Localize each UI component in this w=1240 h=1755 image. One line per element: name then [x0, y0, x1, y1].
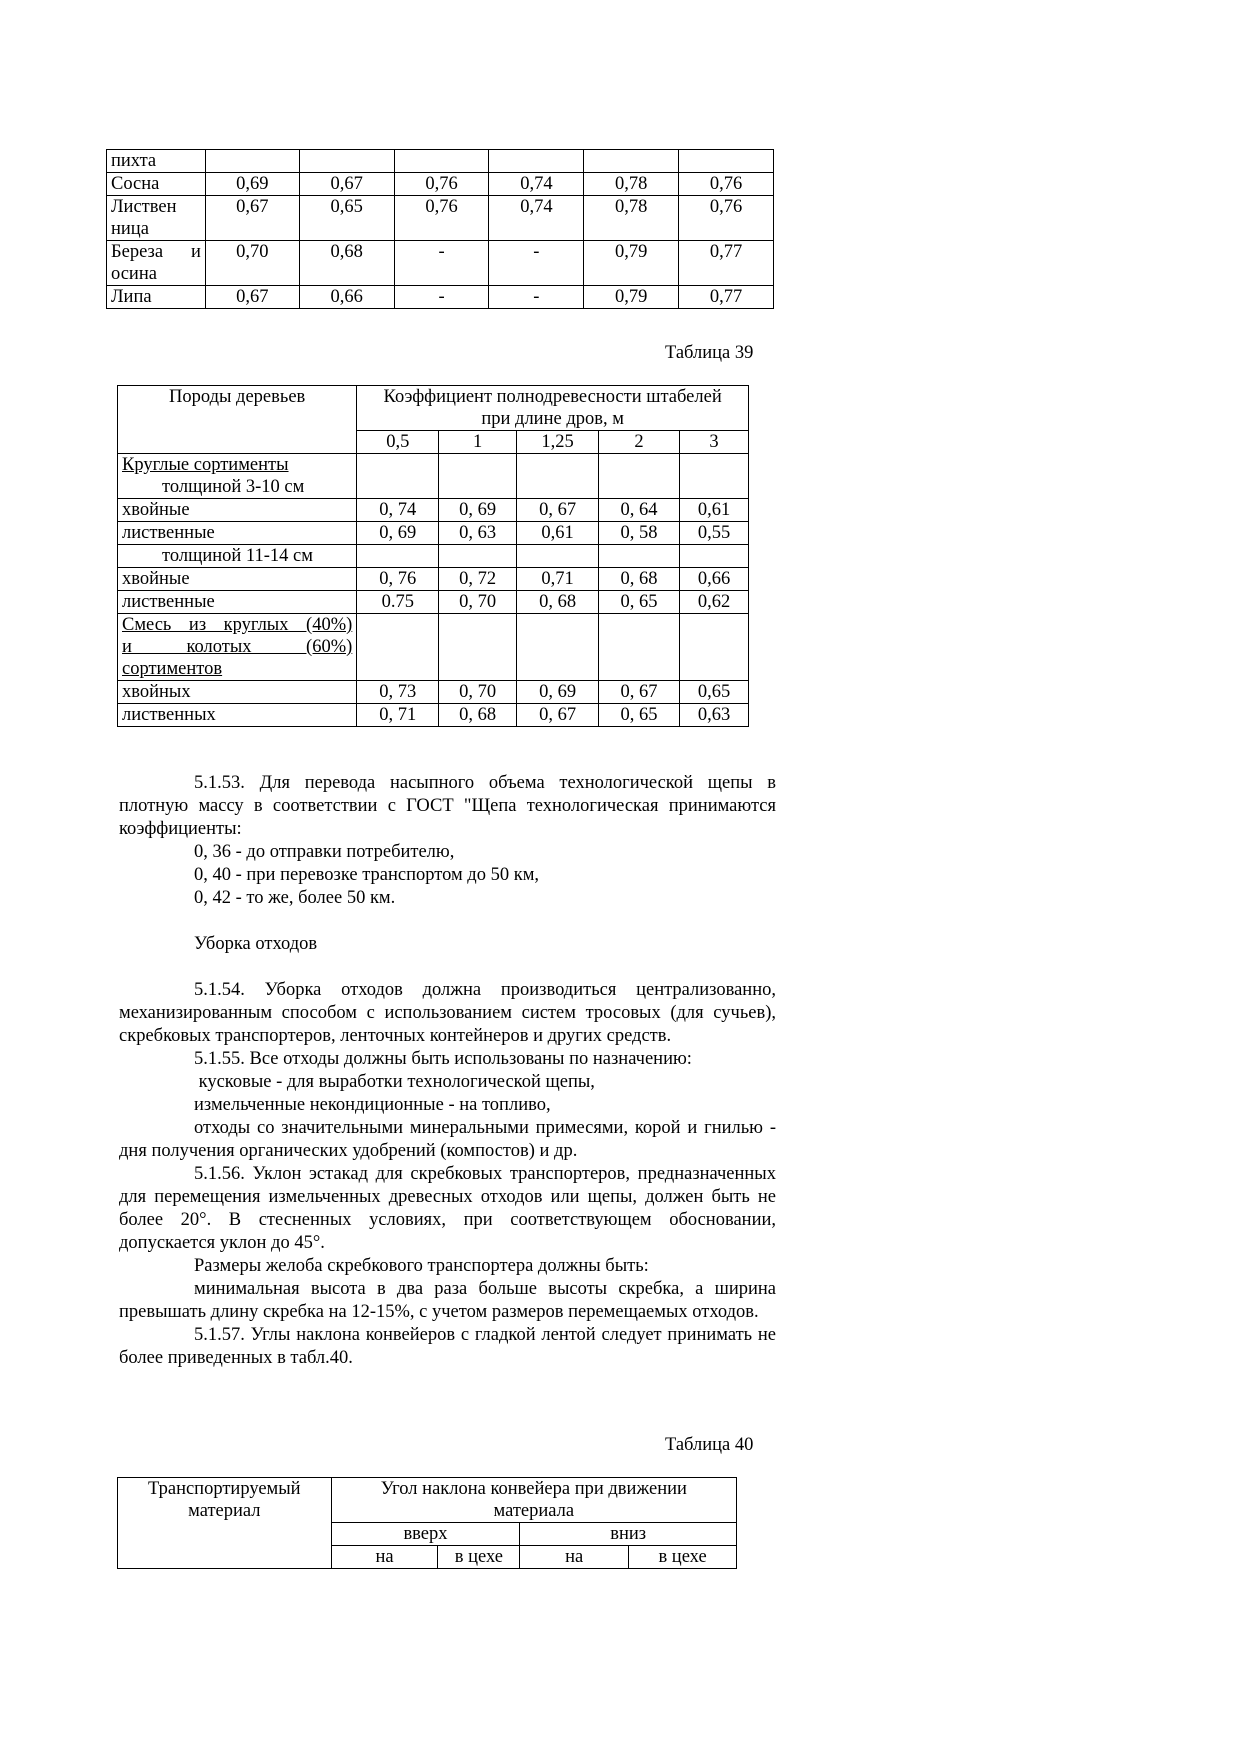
- coefficient-cell: 0, 73: [357, 681, 439, 704]
- value-cell: -: [489, 241, 584, 286]
- coefficient-cell: 0,65: [680, 681, 749, 704]
- value-cell: 0,69: [205, 173, 299, 196]
- species-name-cell: [107, 241, 206, 286]
- coefficient-cell: 0, 65: [599, 591, 680, 614]
- header-length: 1: [439, 431, 517, 454]
- species-line: лиственные: [122, 523, 215, 543]
- header-coefficient-line1: Коэффициент полнодревесности штабелей: [383, 387, 722, 407]
- species-name-line: осина: [111, 264, 157, 284]
- coefficient-cell: 0,66: [680, 568, 749, 591]
- value-cell: 0,67: [205, 196, 299, 241]
- species-line: сортиментов: [122, 659, 223, 679]
- table-row: [118, 681, 749, 704]
- coefficient-cell: [680, 454, 749, 499]
- coefficient-cell: [357, 454, 439, 499]
- coefficient-cell: 0, 70: [439, 681, 517, 704]
- table-row: [107, 241, 774, 286]
- value-cell: 0,77: [679, 241, 774, 286]
- value-cell: 0,76: [679, 173, 774, 196]
- table-row: [107, 150, 774, 173]
- header-material-line1: Транспортируемый: [148, 1479, 301, 1499]
- coefficient-cell: [439, 454, 517, 499]
- species-cell: [118, 522, 357, 545]
- species-line: Смесь из круглых (40%): [122, 615, 353, 635]
- coefficient-cell: [680, 614, 749, 681]
- value-cell: [299, 150, 394, 173]
- paragraph-5-1-56: 5.1.56. Уклон эстакад для скребковых транспортеров, предназначенных для перемещения измельченных древесных отходов или щепы, должен быть не более 20°. В стесненных условиях, при соответствующем обосновании, допускается уклон до 45°.: [119, 1164, 776, 1253]
- value-cell: 0,68: [299, 241, 394, 286]
- value-cell: [584, 150, 679, 173]
- header-material: [118, 1478, 332, 1569]
- value-cell: 0,78: [584, 173, 679, 196]
- coefficient-cell: 0, 71: [357, 704, 439, 727]
- coefficient-item: 0, 36 - до отправки потребителю,: [194, 842, 455, 862]
- species-cell: [118, 614, 357, 681]
- coefficient-cell: 0, 68: [517, 591, 599, 614]
- coefficient-cell: 0,55: [680, 522, 749, 545]
- paragraph-min-height: минимальная высота в два раза больше высоты скребка, а ширина превышать длину скребка на 12-15%, с учетом размеров перемещаемых отходов.: [119, 1279, 776, 1322]
- header-material-line2: материал: [188, 1501, 261, 1521]
- species-line: лиственные: [122, 592, 215, 612]
- table-39: [117, 385, 749, 727]
- header-length: 1,25: [517, 431, 599, 454]
- header-species: Породы деревьев: [118, 386, 357, 454]
- coefficient-cell: [357, 545, 439, 568]
- paragraph-5-1-55: 5.1.55. Все отходы должны быть использованы по назначению:: [194, 1049, 692, 1069]
- species-cell: [118, 568, 357, 591]
- value-cell: 0,67: [205, 286, 299, 309]
- waste-use-item: измельченные некондиционные - на топливо,: [194, 1095, 551, 1115]
- table-row: [118, 591, 749, 614]
- species-line: толщиной 3-10 см: [162, 477, 305, 497]
- coefficient-cell: 0, 72: [439, 568, 517, 591]
- value-cell: 0,74: [489, 196, 584, 241]
- waste-use-item: отходы со значительными минеральными примесями, корой и гнилью - дня получения органических удобрений (компостов) и др.: [119, 1118, 776, 1161]
- value-cell: [205, 150, 299, 173]
- header-coefficient-line2: при длине дров, м: [481, 409, 624, 429]
- value-cell: 0,76: [679, 196, 774, 241]
- header-sub: в цехе: [629, 1546, 737, 1569]
- species-line: толщиной 11-14 см: [162, 546, 313, 566]
- header-angle-line2: материала: [493, 1501, 575, 1521]
- header-down: вниз: [520, 1523, 737, 1546]
- coefficient-cell: 0, 68: [599, 568, 680, 591]
- waste-use-item: кусковые - для выработки технологической щепы,: [194, 1072, 595, 1092]
- coefficient-cell: [517, 614, 599, 681]
- species-line: лиственных: [122, 705, 216, 725]
- value-cell: 0,74: [489, 173, 584, 196]
- species-cell: [118, 704, 357, 727]
- coefficient-cell: [357, 614, 439, 681]
- value-cell: -: [394, 286, 489, 309]
- species-name-line: Листвен: [111, 197, 177, 217]
- coefficient-cell: 0, 76: [357, 568, 439, 591]
- coefficient-cell: 0,61: [517, 522, 599, 545]
- table-header-row: [118, 1478, 737, 1523]
- coefficient-cell: [439, 614, 517, 681]
- table-row: [107, 286, 774, 309]
- coefficient-cell: 0,62: [680, 591, 749, 614]
- paragraph-5-1-53: 5.1.53. Для перевода насыпного объема технологической щепы в плотную массу в соответствии с ГОСТ "Щепа технологическая принимаются коэффициенты:: [119, 773, 776, 839]
- value-cell: 0,79: [584, 241, 679, 286]
- header-length: 2: [599, 431, 680, 454]
- value-cell: 0,67: [299, 173, 394, 196]
- table-row: [118, 704, 749, 727]
- value-cell: -: [489, 286, 584, 309]
- species-name-line: Сосна: [111, 174, 160, 194]
- coefficient-cell: [680, 545, 749, 568]
- value-cell: 0,66: [299, 286, 394, 309]
- value-cell: 0,77: [679, 286, 774, 309]
- header-sub: в цехе: [438, 1546, 520, 1569]
- header-length: 3: [680, 431, 749, 454]
- paragraph-5-1-57: 5.1.57. Углы наклона конвейеров с гладкой лентой следует принимать не более приведенных в табл.40.: [119, 1325, 776, 1368]
- species-name-cell: [107, 286, 206, 309]
- coefficient-item: 0, 40 - при перевозке транспортом до 50 км,: [194, 865, 540, 885]
- header-sub: на: [331, 1546, 438, 1569]
- species-name-line: пихта: [111, 151, 157, 171]
- table-row: [107, 196, 774, 241]
- coefficient-cell: 0,63: [680, 704, 749, 727]
- species-line: хвойные: [122, 500, 190, 520]
- species-cell: [118, 545, 357, 568]
- paragraph-5-1-54: 5.1.54. Уборка отходов должна производиться централизованно, механизированным способом с использованием систем тросовых (для сучьев), скребковых транспортеров, ленточных контейнеров и других средств.: [119, 980, 776, 1046]
- coefficient-cell: 0, 70: [439, 591, 517, 614]
- header-angle-line1: Угол наклона конвейера при движении: [380, 1479, 687, 1499]
- coefficient-cell: 0.75: [357, 591, 439, 614]
- coefficient-cell: 0, 74: [357, 499, 439, 522]
- value-cell: [394, 150, 489, 173]
- coefficient-cell: [439, 545, 517, 568]
- table-row: [118, 454, 749, 499]
- table-38-continuation: [106, 149, 774, 309]
- coefficient-cell: 0, 67: [517, 499, 599, 522]
- table-40: [117, 1477, 737, 1569]
- coefficient-cell: [517, 454, 599, 499]
- coefficient-cell: 0, 67: [599, 681, 680, 704]
- species-cell: [118, 681, 357, 704]
- value-cell: [679, 150, 774, 173]
- value-cell: 0,78: [584, 196, 679, 241]
- value-cell: [489, 150, 584, 173]
- table-row: [118, 522, 749, 545]
- species-line: и колотых (60%): [122, 637, 353, 657]
- coefficient-cell: [517, 545, 599, 568]
- species-name-line: Липа: [111, 287, 152, 307]
- coefficient-item: 0, 42 - то же, более 50 км.: [194, 888, 396, 908]
- table-row: [118, 614, 749, 681]
- coefficient-cell: 0, 69: [357, 522, 439, 545]
- coefficient-cell: [599, 545, 680, 568]
- species-name-line: ница: [111, 219, 149, 239]
- coefficient-cell: 0, 68: [439, 704, 517, 727]
- table-row: [107, 173, 774, 196]
- species-name-cell: [107, 196, 206, 241]
- value-cell: 0,70: [205, 241, 299, 286]
- species-cell: [118, 499, 357, 522]
- species-line: хвойных: [122, 682, 191, 702]
- table-row: [118, 568, 749, 591]
- paragraph-sizes: Размеры желоба скребкового транспортера должны быть:: [194, 1256, 649, 1276]
- table-row: [118, 545, 749, 568]
- coefficient-cell: 0, 64: [599, 499, 680, 522]
- species-name-line: Береза и: [111, 242, 201, 262]
- value-cell: 0,76: [394, 173, 489, 196]
- coefficient-cell: 0, 65: [599, 704, 680, 727]
- species-name-cell: [107, 150, 206, 173]
- table-39-label: Таблица 39: [665, 343, 754, 363]
- coefficient-cell: [599, 454, 680, 499]
- species-line: Круглые сортименты: [122, 455, 289, 475]
- coefficient-cell: 0, 67: [517, 704, 599, 727]
- coefficient-cell: 0,71: [517, 568, 599, 591]
- coefficient-cell: [599, 614, 680, 681]
- coefficient-cell: 0, 63: [439, 522, 517, 545]
- value-cell: 0,79: [584, 286, 679, 309]
- section-heading: Уборка отходов: [194, 934, 318, 954]
- table-header-row: [118, 386, 749, 431]
- species-line: хвойные: [122, 569, 190, 589]
- value-cell: 0,76: [394, 196, 489, 241]
- species-cell: [118, 454, 357, 499]
- body-text: [119, 772, 776, 1370]
- header-up: вверх: [331, 1523, 520, 1546]
- table-40-label: Таблица 40: [665, 1435, 754, 1455]
- header-length: 0,5: [357, 431, 439, 454]
- value-cell: -: [394, 241, 489, 286]
- header-angle: [331, 1478, 736, 1523]
- coefficient-cell: 0, 69: [517, 681, 599, 704]
- header-coefficient: [357, 386, 749, 431]
- value-cell: 0,65: [299, 196, 394, 241]
- coefficient-cell: 0, 58: [599, 522, 680, 545]
- species-name-cell: [107, 173, 206, 196]
- coefficient-cell: 0, 69: [439, 499, 517, 522]
- coefficient-cell: 0,61: [680, 499, 749, 522]
- table-row: [118, 499, 749, 522]
- header-sub: на: [520, 1546, 629, 1569]
- species-cell: [118, 591, 357, 614]
